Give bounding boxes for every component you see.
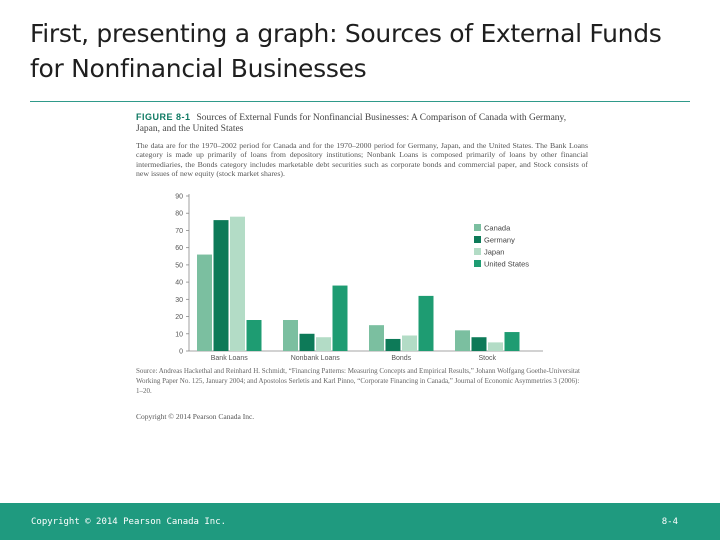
- legend-label: Germany: [484, 235, 515, 245]
- footer-bar: [0, 503, 720, 540]
- bar: [386, 339, 401, 351]
- y-tick-label: 70: [175, 227, 183, 235]
- figure-description: The data are for the 1970–2002 period for Canada and for the 1970–2000 period for Germany, Japan, and the United States. The Bank Loans category is made up primarily of loans from depository institutions; Nonbank Loans is composed primarily of loans by other financial intermediaries, the Bonds category includes marketable debt securities such as corporate bonds and commercial paper, and Stock consists of new issues of new equity (stock market shares).: [136, 141, 588, 178]
- figure-caption-text: Sources of External Funds for Nonfinancial Businesses: A Comparison of Canada with Germany, Japan, and the United States: [136, 113, 567, 134]
- x-tick-label: Bank Loans: [210, 355, 248, 362]
- bar: [472, 337, 487, 351]
- bar: [247, 320, 262, 351]
- page-number: 8-4: [661, 517, 678, 527]
- x-tick-label: Bonds: [391, 355, 412, 362]
- y-tick-label: 80: [175, 210, 183, 218]
- y-tick-label: 90: [175, 193, 183, 201]
- y-tick-label: 30: [175, 296, 183, 304]
- legend-swatch: [474, 236, 481, 243]
- bar: [402, 336, 417, 352]
- y-tick-label: 20: [175, 314, 183, 322]
- footer-copyright: Copyright © 2014 Pearson Canada Inc.: [31, 517, 227, 527]
- legend-swatch: [474, 260, 481, 267]
- bar: [316, 337, 331, 351]
- bar: [333, 286, 348, 351]
- bar: [197, 255, 212, 351]
- bar: [419, 296, 434, 351]
- y-tick-label: 10: [175, 331, 183, 339]
- legend-label: Japan: [484, 247, 505, 257]
- legend-label: Canada: [484, 223, 511, 233]
- x-tick-label: Nonbank Loans: [290, 355, 340, 362]
- figure-label: FIGURE 8-1: [136, 112, 191, 122]
- bar: [300, 334, 315, 351]
- y-tick-label: 60: [175, 245, 183, 253]
- bar: [455, 330, 470, 351]
- bar: [230, 217, 245, 351]
- bar: [505, 332, 520, 351]
- slide-title: First, presenting a graph: Sources of External Funds for Nonfinancial Businesses: [30, 19, 662, 83]
- x-tick-label: Stock: [478, 355, 497, 362]
- bar: [283, 320, 298, 351]
- legend-swatch: [474, 248, 481, 255]
- bar: [369, 325, 384, 351]
- bar: [488, 342, 503, 351]
- legend-swatch: [474, 224, 481, 231]
- legend-label: United States: [484, 259, 530, 269]
- y-tick-label: 0: [179, 348, 183, 356]
- figure-source: Source: Andreas Hackethal and Reinhard H. Schmidt, “Financing Patterns: Measuring Concepts and Empirical Results,” Johann Wolfgang Goethe-Universitat Working Paper No. 125, January 2004; and Apostolos Serletis and Karl Pinno, “Corporate Financing in Canada,” Journal of Economic Asymmetries 3 (2006): 1–20.: [136, 367, 580, 395]
- y-tick-label: 40: [175, 279, 183, 287]
- bar: [214, 220, 229, 351]
- figure-copyright: Copyright © 2014 Pearson Canada Inc.: [136, 412, 255, 421]
- y-tick-label: 50: [175, 262, 183, 270]
